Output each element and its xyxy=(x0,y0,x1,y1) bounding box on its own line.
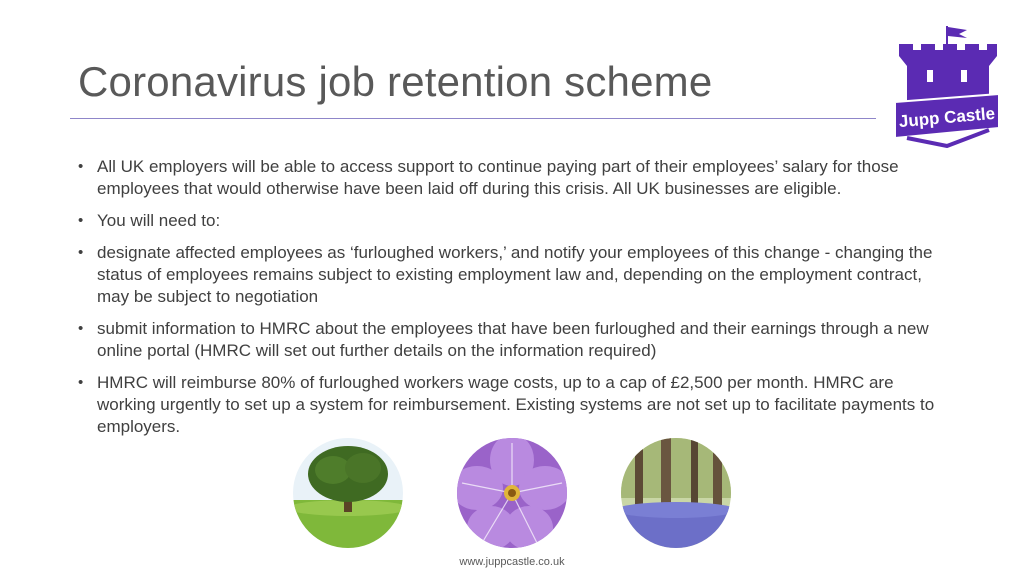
bullet-icon: • xyxy=(78,212,84,229)
footer-url: www.juppcastle.co.uk xyxy=(459,556,565,568)
bullet-item xyxy=(78,372,946,438)
bullet-icon: • xyxy=(78,320,84,337)
bullet-text: All UK employers will be able to access support to continue paying part of their employees’ salary for those employees that would otherwise have been laid off during this crisis. All UK businesses are eligible. xyxy=(97,157,899,198)
bullet-text: HMRC will reimburse 80% of furloughed workers wage costs, up to a cap of £2,500 per month. HMRC are working urgently to set up a system for reimbursement. Existing systems are not set up to facilitate payments to employers. xyxy=(97,373,935,436)
bullet-text: submit information to HMRC about the employees that have been furloughed and their earnings through a new online portal (HMRC will set out further details on the information required) xyxy=(97,319,929,360)
bluebell-woods-photo xyxy=(621,438,731,548)
bullet-icon: • xyxy=(78,244,84,261)
bullet-item xyxy=(78,242,946,308)
bullet-icon: • xyxy=(78,374,84,391)
bullet-item xyxy=(78,156,946,200)
jupp-castle-logo xyxy=(893,22,1001,148)
bullet-icon: • xyxy=(78,158,84,175)
bullet-item xyxy=(78,318,946,362)
oak-tree-photo xyxy=(293,438,403,548)
purple-flower-photo xyxy=(457,438,567,548)
bullet-item xyxy=(78,210,946,232)
bullet-list xyxy=(78,156,946,448)
bullet-text: designate affected employees as ‘furloughed workers,’ and notify your employees of this change - changing the status of employees remains subject to existing employment law and, depending on the employment contract, may be subject to negotiation xyxy=(97,243,933,306)
slide-title: Coronavirus job retention scheme xyxy=(78,58,713,105)
title-divider xyxy=(70,118,876,119)
bullet-text: You will need to: xyxy=(97,211,221,230)
logo-text: Jupp Castle xyxy=(898,103,996,132)
